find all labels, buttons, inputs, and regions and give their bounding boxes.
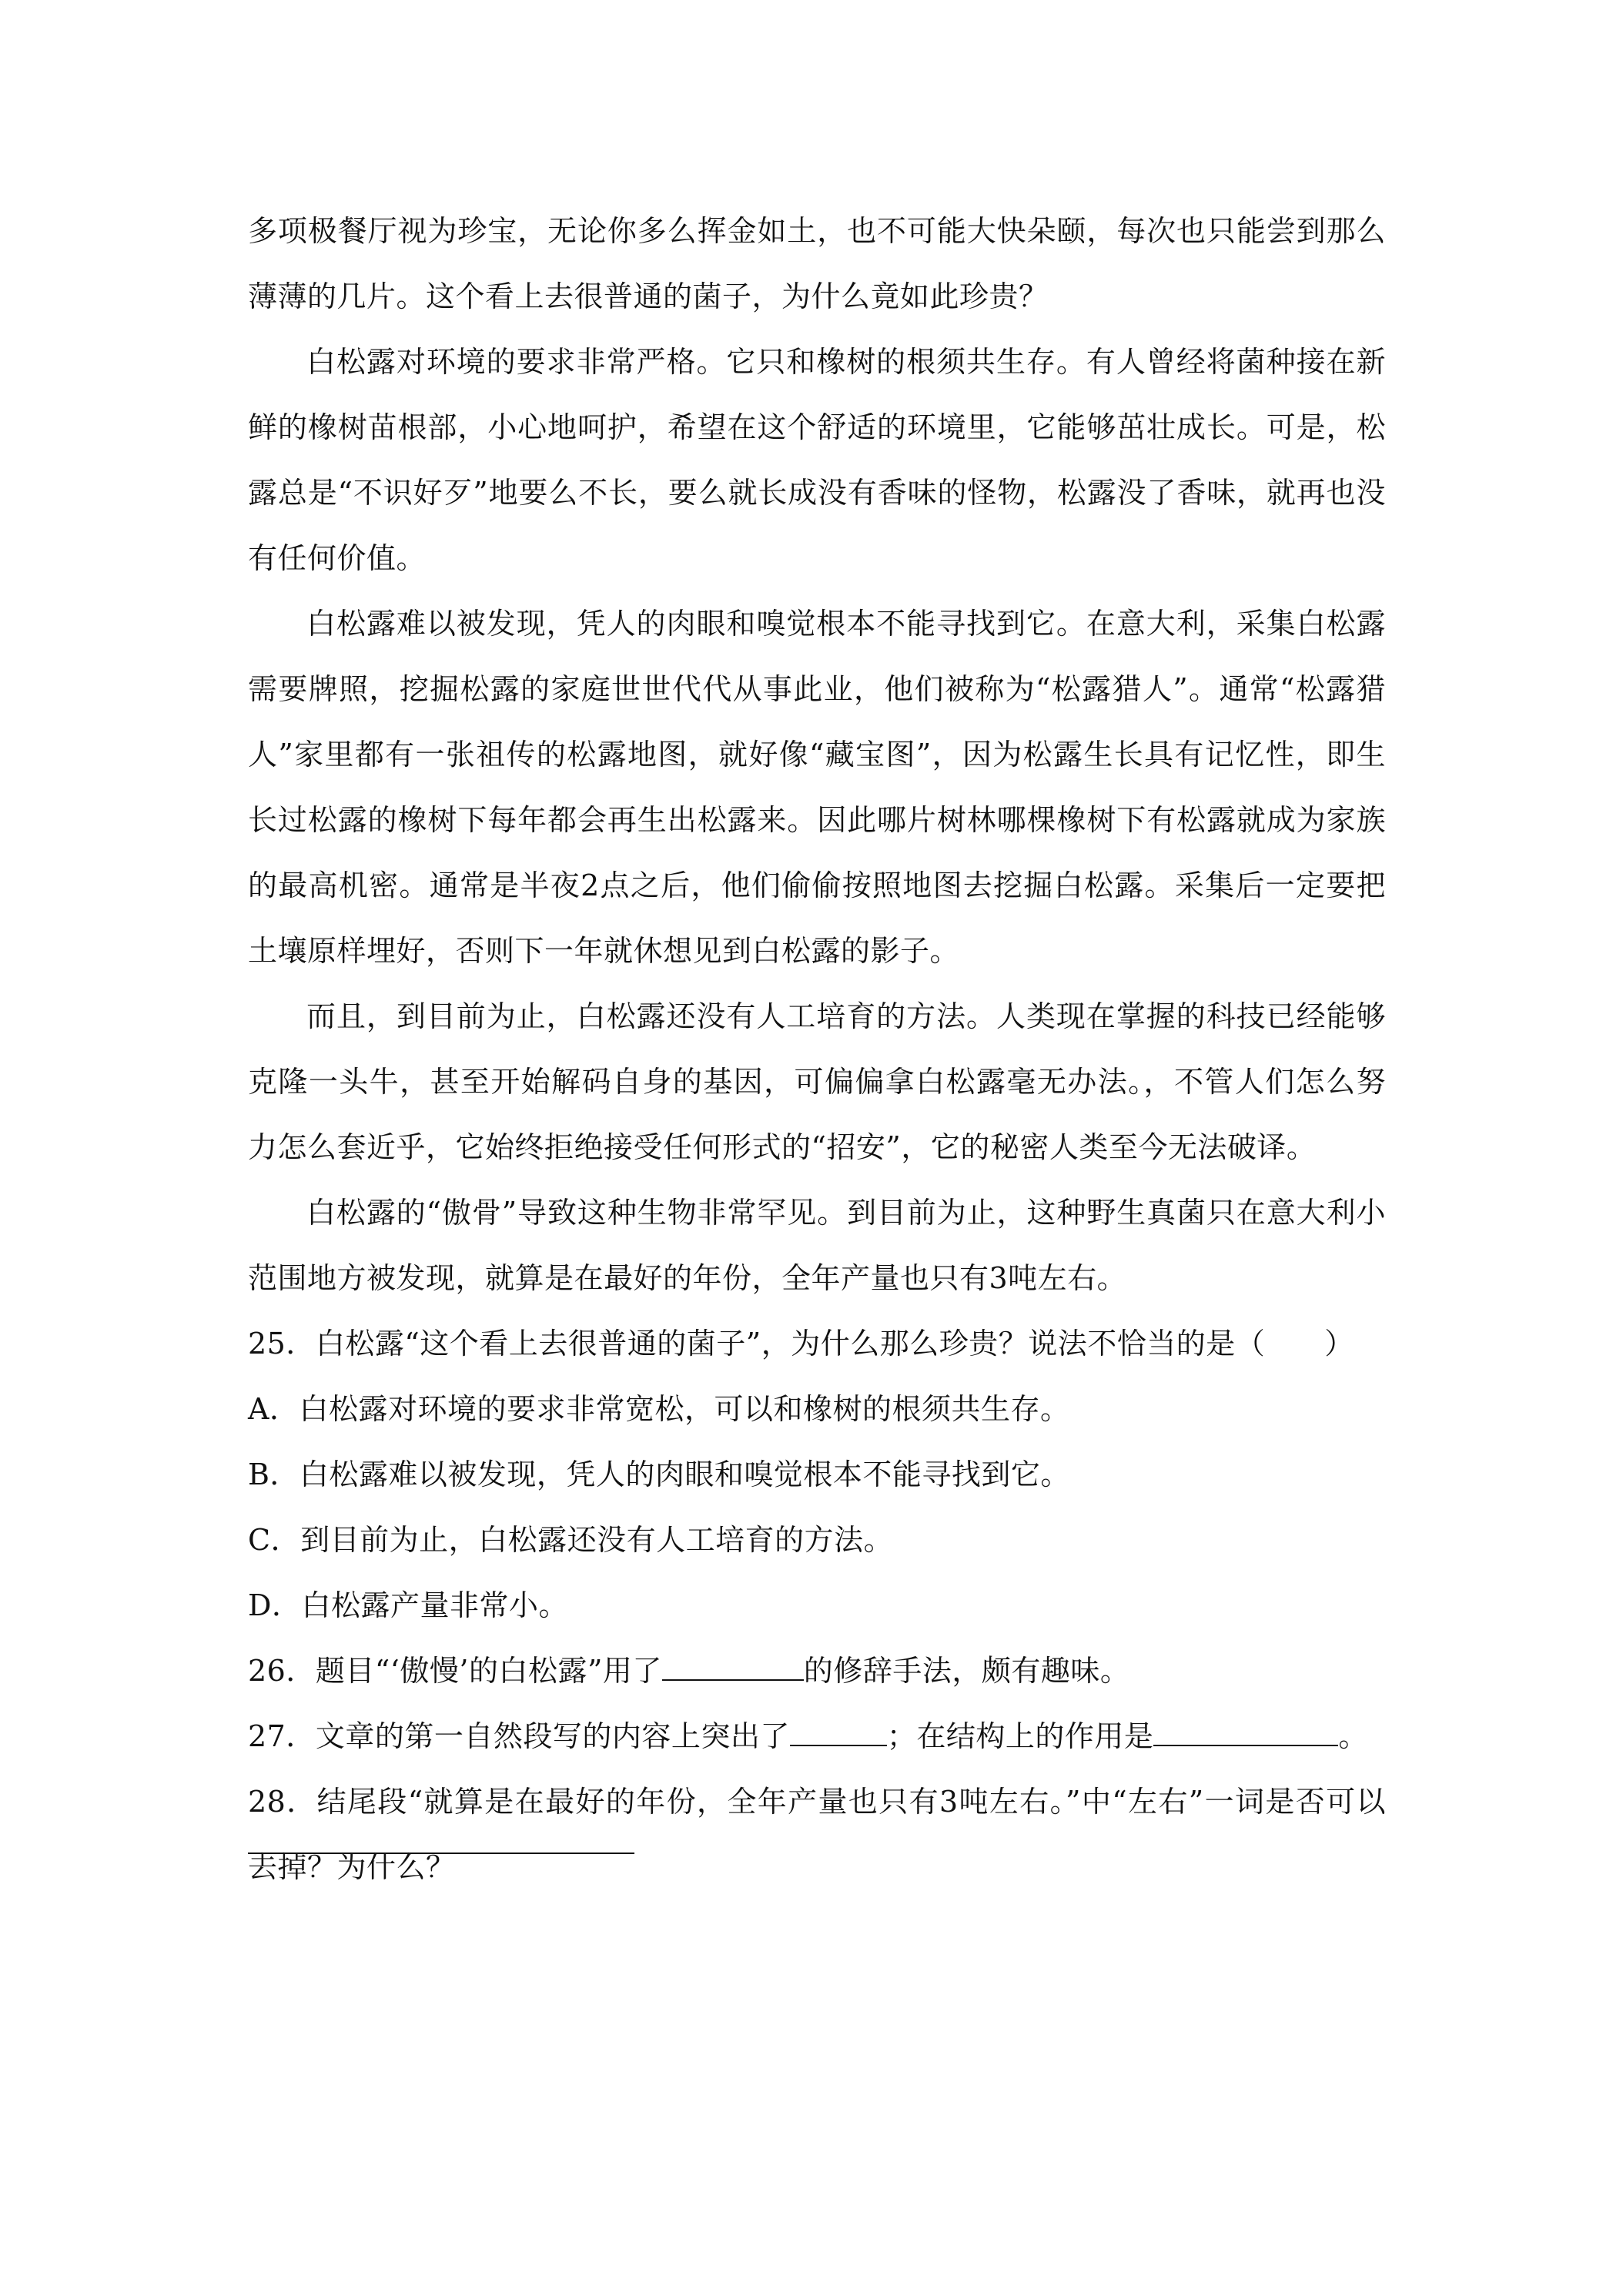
passage-paragraph-2: 白松露对环境的要求非常严格。它只和橡树的根须共生存。有人曾经将菌种接在新鲜的橡树苗根部，小心地呵护，希望在这个舒适的环境里，它能够茁壮成长。可是，松露总是“不识好歹”地要么不长，要么就长成没有香味的怪物，松露没了香味，就再也没有任何价值。 [248,345,1386,575]
question-25-option-b: B．白松露难以被发现，凭人的肉眼和嗅觉根本不能寻找到它。 [248,1458,1070,1491]
question-28-answer-line[interactable] [248,1853,634,1854]
question-28-stem: 28．结尾段“就算是在最好的年份，全年产量也只有3吨左右。”中“左右”一词是否可以去掉？为什么？ [248,1785,1386,1884]
question-27 [248,1704,1386,1769]
passage-paragraph-continued: 多项极餐厅视为珍宝，无论你多么挥金如土，也不可能大快朵颐，每次也只能尝到那么薄薄的几片。这个看上去很普通的菌子，为什么竟如此珍贵？ [248,214,1386,313]
question-27-answer-blank-2[interactable] [1153,1719,1338,1746]
question-27-answer-blank-1[interactable] [790,1719,887,1746]
passage-paragraph-5: 白松露的“傲骨”导致这种生物非常罕见。到目前为止，这种野生真菌只在意大利小范围地方被发现，就算是在最好的年份，全年产量也只有3吨左右。 [248,1196,1386,1295]
question-25-option-c: C．到目前为止，白松露还没有人工培育的方法。 [248,1523,894,1557]
question-27-after: 。 [1338,1719,1368,1753]
question-25-stem: 25．白松露“这个看上去很普通的菌子”，为什么那么珍贵？说法不恰当的是（ ） [248,1327,1354,1361]
question-26-answer-blank[interactable] [662,1653,804,1681]
document-content [248,199,1386,1900]
question-26 [248,1638,1386,1704]
passage-paragraph-3: 白松露难以被发现，凭人的肉眼和嗅觉根本不能寻找到它。在意大利，采集白松露需要牌照，挖掘松露的家庭世世代代从事此业，他们被称为“松露猎人”。通常“松露猎人”家里都有一张祖传的松露地图，就好像“藏宝图”，因为松露生长具有记忆性，即生长过松露的橡树下每年都会再生出松露来。因此哪片树林哪棵橡树下有松露就成为家族的最高机密。通常是半夜2点之后，他们偷偷按照地图去挖掘白松露。采集后一定要把土壤原样埋好，否则下一年就休想见到白松露的影子。 [248,607,1386,968]
question-25-option-a: A．白松露对环境的要求非常宽松，可以和橡树的根须共生存。 [248,1392,1070,1426]
passage-paragraph-4: 而且，到目前为止，白松露还没有人工培育的方法。人类现在掌握的科技已经能够克隆一头牛，甚至开始解码自身的基因，可偏偏拿白松露毫无办法。，不管人们怎么努力怎么套近乎，它始终拒绝接受任何形式的“招安”，它的秘密人类至今无法破译。 [248,999,1386,1164]
question-27-before: 27．文章的第一自然段写的内容上突出了 [248,1719,790,1753]
question-26-after: 的修辞手法，颇有趣味。 [803,1654,1130,1688]
question-25-option-d: D．白松露产量非常小。 [248,1588,568,1622]
question-27-middle: ；在结构上的作用是 [886,1719,1154,1753]
question-26-before: 26．题目“‘傲慢’的白松露”用了 [248,1654,662,1688]
